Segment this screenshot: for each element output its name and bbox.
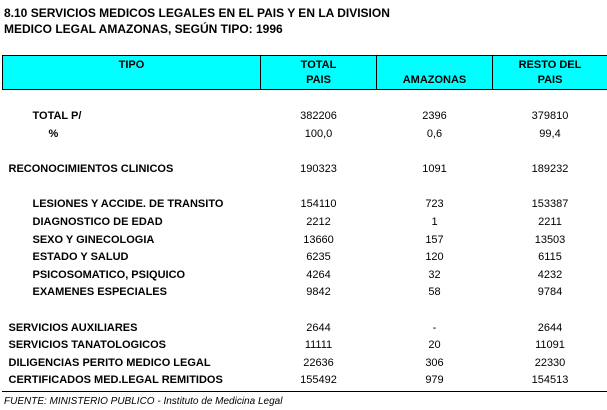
- table-title: [4, 5, 604, 37]
- cell-total: 11111: [304, 339, 333, 352]
- header-total-pais: [261, 56, 377, 90]
- cell-amazonas: 20: [428, 339, 441, 352]
- cell-amazonas: -: [432, 321, 437, 334]
- table-row: [3, 160, 607, 178]
- cell-amazonas: 1: [431, 215, 438, 228]
- spacer-row: [3, 178, 607, 196]
- cell-amazonas: 979: [425, 374, 444, 387]
- cell-resto: 9784: [537, 286, 563, 299]
- row-label: %: [48, 127, 59, 140]
- cell-total: 155492: [300, 374, 337, 387]
- cell-total: 6235: [306, 251, 331, 264]
- row-label: SERVICIOS TANATOLOGICOS: [8, 339, 166, 352]
- cell-total: 9842: [306, 286, 331, 299]
- table-row: [3, 231, 607, 249]
- cell-total: 382206: [300, 110, 337, 123]
- cell-resto: 189232: [531, 163, 569, 176]
- cell-resto: 2211: [538, 215, 562, 228]
- cell-resto: 13503: [534, 233, 566, 246]
- cell-total: 2644: [306, 321, 331, 334]
- table-row: [3, 354, 607, 372]
- table-row: [3, 248, 607, 266]
- table-row: [3, 284, 607, 302]
- cell-amazonas: 2396: [422, 110, 447, 123]
- cell-resto: 4232: [537, 268, 563, 281]
- header-resto-line2: PAIS: [537, 74, 563, 86]
- cell-amazonas: 306: [425, 356, 444, 369]
- header-amazonas: AMAZONAS: [377, 56, 493, 90]
- table-row: [3, 125, 607, 143]
- cell-resto: 379810: [531, 110, 569, 123]
- title-line-2: MEDICO LEGAL AMAZONAS, SEGÚN TIPO: 1996: [4, 22, 283, 36]
- cell-total: 100,0: [304, 127, 333, 140]
- table-row: [3, 372, 607, 390]
- cell-total: 190323: [300, 163, 337, 176]
- cell-amazonas: 120: [425, 251, 444, 264]
- cell-resto: 11091: [535, 339, 565, 352]
- cell-resto: 153387: [531, 198, 569, 211]
- row-label: ESTADO Y SALUD: [32, 251, 129, 264]
- bottom-rule: [2, 391, 607, 392]
- cell-total: 154110: [300, 198, 337, 211]
- cell-amazonas: 157: [425, 233, 444, 246]
- header-resto-pais: [493, 56, 607, 90]
- cell-resto: 6115: [538, 251, 562, 264]
- cell-resto: 99,4: [539, 127, 561, 140]
- spacer-row: [3, 90, 607, 108]
- title-line-1: 8.10 SERVICIOS MEDICOS LEGALES EN EL PAIS Y EN LA DIVISION: [4, 6, 390, 20]
- table-row: [3, 213, 607, 231]
- cell-amazonas: 32: [428, 268, 441, 281]
- header-resto-line1: RESTO DEL: [518, 59, 582, 71]
- header-total-line2: PAIS: [306, 74, 331, 86]
- cell-resto: 2644: [537, 321, 563, 334]
- data-table: [2, 55, 607, 389]
- row-label: CERTIFICADOS MED.LEGAL REMITIDOS: [8, 374, 223, 387]
- header-row: [3, 56, 607, 90]
- table-row: [3, 108, 607, 126]
- cell-total: 2212: [306, 215, 331, 228]
- cell-amazonas: 58: [428, 286, 441, 299]
- cell-amazonas: 1091: [422, 163, 447, 176]
- header-total-line1: TOTAL: [300, 59, 337, 71]
- cell-resto: 154513: [531, 374, 569, 387]
- cell-resto: 22330: [534, 356, 566, 369]
- table-row: [3, 336, 607, 354]
- row-label: LESIONES Y ACCIDE. DE TRANSITO: [32, 198, 224, 211]
- header-tipo: TIPO: [3, 56, 261, 90]
- spacer-row: [3, 143, 607, 161]
- source-note: FUENTE: MINISTERIO PUBLICO - Instituto de Medicina Legal: [4, 396, 283, 407]
- table-row: [3, 196, 607, 214]
- row-label: RECONOCIMIENTOS CLINICOS: [8, 163, 174, 176]
- table-row: [3, 266, 607, 284]
- spacer-row: [3, 301, 607, 319]
- row-label: TOTAL P/: [32, 110, 82, 123]
- cell-amazonas: 723: [425, 198, 444, 211]
- row-label: DILIGENCIAS PERITO MEDICO LEGAL: [8, 356, 211, 369]
- row-label: PSICOSOMATICO, PSIQUICO: [32, 268, 186, 281]
- cell-total: 22636: [303, 356, 334, 369]
- row-label: SERVICIOS AUXILIARES: [8, 321, 138, 334]
- row-label: DIAGNOSTICO DE EDAD: [32, 215, 163, 228]
- cell-amazonas: 0,6: [426, 127, 443, 140]
- row-label: SEXO Y GINECOLOGIA: [32, 233, 155, 246]
- cell-total: 13660: [303, 233, 334, 246]
- table-row: [3, 319, 607, 337]
- cell-total: 4264: [306, 268, 331, 281]
- row-label: EXAMENES ESPECIALES: [32, 286, 167, 299]
